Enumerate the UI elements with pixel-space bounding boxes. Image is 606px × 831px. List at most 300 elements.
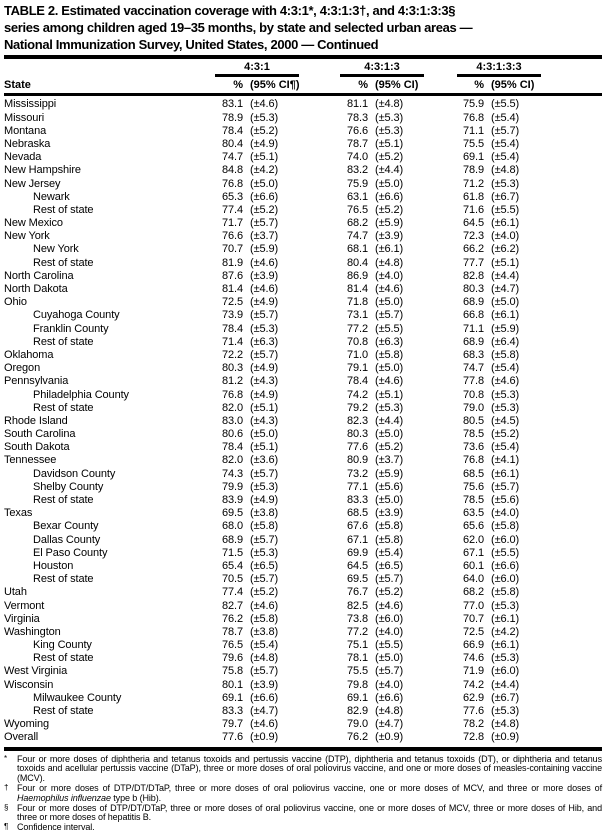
ci-4313: (±5.7) [375, 665, 404, 678]
group-header-43133 [454, 61, 602, 77]
footnote-text-part: Four or more doses of DTP/DT/DTaP, three or more doses of oral poliovirus vaccine, one or more doses of MCV, and three or more doses of [17, 782, 602, 793]
pct-43133: 76.8 [462, 454, 484, 467]
pct-431: 75.8 [221, 665, 243, 678]
state-name: Missouri [4, 111, 45, 124]
table-row [4, 507, 602, 520]
ci-431: (±3.9) [250, 269, 279, 282]
pct-4313: 77.6 [346, 441, 368, 454]
ci-431: (±5.7) [250, 309, 279, 322]
ci-4313: (±5.1) [375, 137, 404, 150]
ci-43133: (±5.5) [491, 203, 520, 216]
pct-43133: 74.7 [462, 362, 484, 375]
table-row [4, 138, 602, 151]
table-row [4, 560, 602, 573]
table-row [4, 164, 602, 177]
ci-43133: (±5.3) [491, 599, 520, 612]
state-name: Rhode Island [4, 414, 68, 427]
ci-431: (±6.6) [250, 691, 279, 704]
ci-4313: (±6.6) [375, 190, 404, 203]
ci-4313: (±4.4) [375, 164, 404, 177]
pct-431: 76.6 [221, 230, 243, 243]
ci-4313: (±5.6) [375, 480, 404, 493]
ci-43133: (±4.4) [491, 678, 520, 691]
table-row [4, 230, 602, 243]
pct-43133: 70.8 [462, 388, 484, 401]
footnote-text [17, 823, 602, 831]
ci-431: (±4.6) [250, 599, 279, 612]
table-row [4, 718, 602, 731]
group-header-4313 [338, 61, 454, 77]
pct-43133: 73.6 [462, 441, 484, 454]
pct-4313: 83.2 [346, 164, 368, 177]
pct-4313: 74.7 [346, 230, 368, 243]
table-row [4, 692, 602, 705]
table-row [4, 441, 602, 454]
ci-header-431: (95% CI¶) [250, 79, 300, 92]
ci-43133: (±5.7) [491, 480, 520, 493]
table-row [4, 178, 602, 191]
ci-4313: (±6.1) [375, 243, 404, 256]
pct-431: 82.0 [221, 454, 243, 467]
pct-header-431: % [233, 79, 243, 92]
pct-43133: 76.8 [462, 111, 484, 124]
pct-431: 82.0 [221, 401, 243, 414]
state-name: El Paso County [33, 546, 108, 559]
state-name: Utah [4, 586, 27, 599]
ci-43133: (±5.3) [491, 705, 520, 718]
ci-43133: (±6.0) [491, 533, 520, 546]
pct-43133: 82.8 [462, 269, 484, 282]
ci-43133: (±4.4) [491, 269, 520, 282]
pct-4313: 73.1 [346, 309, 368, 322]
table-row [4, 468, 602, 481]
table-row [4, 705, 602, 718]
pct-4313: 71.0 [346, 348, 368, 361]
pct-431: 72.5 [221, 296, 243, 309]
ci-4313: (±5.3) [375, 401, 404, 414]
pct-431: 80.1 [221, 678, 243, 691]
pct-43133: 71.6 [462, 203, 484, 216]
pct-4313: 79.8 [346, 678, 368, 691]
pct-4313: 74.0 [346, 151, 368, 164]
pct-43133: 72.3 [462, 230, 484, 243]
pct-431: 83.1 [221, 98, 243, 111]
group-header-4313-label: 4:3:1:3 [340, 61, 424, 77]
pct-4313: 82.5 [346, 599, 368, 612]
state-name: Rest of state [33, 203, 94, 216]
ci-43133: (±5.3) [491, 652, 520, 665]
ci-4313: (±5.0) [375, 296, 404, 309]
state-name: Washington [4, 625, 61, 638]
pct-43133: 78.9 [462, 164, 484, 177]
state-name: Overall [4, 731, 39, 744]
ci-4313: (±5.5) [375, 322, 404, 335]
ci-431: (±5.7) [250, 217, 279, 230]
ci-4313: (±5.8) [375, 348, 404, 361]
pct-4313: 70.8 [346, 335, 368, 348]
ci-431: (±4.9) [250, 362, 279, 375]
ci-4313: (±4.7) [375, 718, 404, 731]
state-name: South Dakota [4, 441, 70, 454]
ci-431: (±5.3) [250, 480, 279, 493]
table-row [4, 586, 602, 599]
pct-43133: 60.1 [462, 559, 484, 572]
ci-431: (±0.9) [250, 731, 279, 744]
state-name: Franklin County [33, 322, 109, 335]
ci-431: (±4.7) [250, 705, 279, 718]
pct-4313: 68.2 [346, 217, 368, 230]
table-title-line-2: series among children aged 19–35 months, by state and selected urban areas — [4, 19, 473, 35]
pct-431: 72.2 [221, 348, 243, 361]
table-body [4, 98, 602, 744]
table-row [4, 191, 602, 204]
ci-431: (±5.8) [250, 612, 279, 625]
ci-4313: (±5.5) [375, 639, 404, 652]
table-row [4, 454, 602, 467]
table-row [4, 534, 602, 547]
state-name: New York [4, 230, 50, 243]
footnotes [4, 755, 602, 831]
pct-4313: 79.1 [346, 362, 368, 375]
state-name: Montana [4, 124, 47, 137]
table-row [4, 217, 602, 230]
pct-431: 76.5 [221, 639, 243, 652]
ci-43133: (±4.6) [491, 375, 520, 388]
pct-4313: 67.1 [346, 533, 368, 546]
pct-4313: 80.4 [346, 256, 368, 269]
ci-43133: (±6.1) [491, 467, 520, 480]
table-bottom-rule [4, 747, 602, 751]
ci-43133: (±5.1) [491, 256, 520, 269]
table-row [4, 626, 602, 639]
state-name: Texas [4, 507, 33, 520]
state-column-header: State [4, 79, 31, 92]
table-row [4, 257, 602, 270]
group-header-spacer [4, 61, 213, 77]
ci-43133: (±5.4) [491, 137, 520, 150]
ci-431: (±5.7) [250, 573, 279, 586]
ci-4313: (±5.0) [375, 362, 404, 375]
state-name: New Hampshire [4, 164, 81, 177]
group-header-431 [213, 61, 338, 77]
table-row [4, 652, 602, 665]
footnote-marker: * [4, 753, 8, 763]
pct-43133: 70.7 [462, 612, 484, 625]
table-row [4, 547, 602, 560]
ci-43133: (±5.4) [491, 151, 520, 164]
ci-43133: (±6.7) [491, 691, 520, 704]
state-name: New Jersey [4, 177, 61, 190]
table-row [4, 679, 602, 692]
ci-431: (±5.7) [250, 665, 279, 678]
ci-4313: (±6.6) [375, 691, 404, 704]
pct-43133: 71.1 [462, 322, 484, 335]
pct-431: 77.4 [221, 586, 243, 599]
ci-431: (±5.2) [250, 586, 279, 599]
ci-43133: (±4.8) [491, 718, 520, 731]
pct-4313: 76.6 [346, 124, 368, 137]
pct-431: 84.8 [221, 164, 243, 177]
pct-43133: 78.5 [462, 494, 484, 507]
ci-431: (±4.9) [250, 494, 279, 507]
state-name: Rest of state [33, 652, 94, 665]
ci-43133: (±5.3) [491, 177, 520, 190]
table-row [4, 665, 602, 678]
pct-4313: 78.7 [346, 137, 368, 150]
ci-431: (±5.0) [250, 428, 279, 441]
ci-4313: (±3.9) [375, 230, 404, 243]
table-row [4, 283, 602, 296]
table-row [4, 481, 602, 494]
ci-4313: (±0.9) [375, 731, 404, 744]
table-row [4, 375, 602, 388]
ci-43133: (±4.0) [491, 230, 520, 243]
footnote-text-italic-part: Haemophilus influenzae [17, 792, 111, 803]
ci-431: (±5.0) [250, 177, 279, 190]
ci-43133: (±5.8) [491, 348, 520, 361]
pct-431: 78.7 [221, 625, 243, 638]
ci-431: (±3.8) [250, 507, 279, 520]
footnote [4, 784, 602, 804]
pct-43133: 67.1 [462, 546, 484, 559]
ci-43133: (±5.4) [491, 362, 520, 375]
state-name: Pennsylvania [4, 375, 69, 388]
state-name: Mississippi [4, 98, 57, 111]
column-group-header-row [4, 61, 602, 77]
ci-4313: (±5.0) [375, 494, 404, 507]
pct-431: 76.8 [221, 177, 243, 190]
table-row [4, 243, 602, 256]
ci-431: (±5.4) [250, 639, 279, 652]
pct-43133: 77.8 [462, 375, 484, 388]
state-name: Rest of state [33, 401, 94, 414]
group-header-43133-label: 4:3:1:3:3 [457, 61, 541, 77]
ci-4313: (±4.6) [375, 375, 404, 388]
ci-43133: (±4.0) [491, 507, 520, 520]
pct-4313: 83.3 [346, 494, 368, 507]
state-name: Wyoming [4, 718, 50, 731]
table-row [4, 336, 602, 349]
state-name: Bexar County [33, 520, 99, 533]
pct-431: 79.9 [221, 480, 243, 493]
ci-431: (±3.8) [250, 625, 279, 638]
pct-431: 79.6 [221, 652, 243, 665]
pct-4313: 80.3 [346, 428, 368, 441]
ci-4313: (±5.7) [375, 573, 404, 586]
pct-4313: 78.4 [346, 375, 368, 388]
state-name: Vermont [4, 599, 45, 612]
ci-header-4313: (95% CI) [375, 79, 419, 92]
pct-43133: 77.0 [462, 599, 484, 612]
state-name: Shelby County [33, 480, 104, 493]
ci-4313: (±4.4) [375, 414, 404, 427]
pct-43133: 66.2 [462, 243, 484, 256]
ci-431: (±5.2) [250, 203, 279, 216]
ci-431: (±6.5) [250, 559, 279, 572]
table-title-line-1: TABLE 2. Estimated vaccination coverage with 4:3:1*, 4:3:1:3†, and 4:3:1:3:3§ [4, 3, 456, 18]
state-name: Oregon [4, 362, 41, 375]
pct-431: 79.7 [221, 718, 243, 731]
ci-4313: (±5.1) [375, 388, 404, 401]
ci-431: (±4.6) [250, 256, 279, 269]
state-name: Houston [33, 559, 74, 572]
ci-4313: (±5.3) [375, 111, 404, 124]
pct-4313: 80.9 [346, 454, 368, 467]
ci-43133: (±6.1) [491, 612, 520, 625]
ci-4313: (±3.9) [375, 507, 404, 520]
pct-4313: 81.4 [346, 283, 368, 296]
ci-43133: (±5.0) [491, 296, 520, 309]
footnote-text [17, 804, 602, 824]
pct-43133: 77.6 [462, 705, 484, 718]
ci-4313: (±4.0) [375, 678, 404, 691]
ci-43133: (±0.9) [491, 731, 520, 744]
pct-4313: 69.5 [346, 573, 368, 586]
ci-431: (±5.7) [250, 467, 279, 480]
pct-4313: 77.2 [346, 322, 368, 335]
ci-4313: (±5.8) [375, 533, 404, 546]
ci-43133: (±5.5) [491, 98, 520, 111]
ci-4313: (±6.5) [375, 559, 404, 572]
pct-431: 77.6 [221, 731, 243, 744]
pct-4313: 76.5 [346, 203, 368, 216]
ci-43133: (±6.0) [491, 573, 520, 586]
footnote-text [17, 784, 602, 804]
pct-431: 74.7 [221, 151, 243, 164]
table-row [4, 402, 602, 415]
ci-43133: (±5.4) [491, 441, 520, 454]
ci-4313: (±4.8) [375, 705, 404, 718]
pct-4313: 63.1 [346, 190, 368, 203]
ci-431: (±5.1) [250, 441, 279, 454]
pct-431: 82.7 [221, 599, 243, 612]
table-row [4, 600, 602, 613]
pct-4313: 75.1 [346, 639, 368, 652]
pct-4313: 79.0 [346, 718, 368, 731]
footnote [4, 755, 602, 784]
table-row [4, 494, 602, 507]
ci-431: (±6.3) [250, 335, 279, 348]
pct-4313: 77.1 [346, 480, 368, 493]
pct-43133: 78.2 [462, 718, 484, 731]
ci-431: (±3.9) [250, 678, 279, 691]
table-row [4, 613, 602, 626]
ci-4313: (±6.0) [375, 612, 404, 625]
pct-43133: 72.5 [462, 625, 484, 638]
table-row [4, 731, 602, 744]
ci-header-43133: (95% CI) [491, 79, 535, 92]
table-row [4, 112, 602, 125]
table-row [4, 389, 602, 402]
pct-4313: 81.1 [346, 98, 368, 111]
pct-4313: 69.1 [346, 691, 368, 704]
pct-431: 69.5 [221, 507, 243, 520]
pct-431: 81.4 [221, 283, 243, 296]
table-title-line-3: National Immunization Survey, United States, 2000 — Continued [4, 36, 379, 52]
pct-43133: 71.9 [462, 665, 484, 678]
pct-4313: 67.6 [346, 520, 368, 533]
ci-4313: (±4.6) [375, 599, 404, 612]
ci-4313: (±4.8) [375, 256, 404, 269]
ci-43133: (±4.2) [491, 625, 520, 638]
ci-43133: (±4.8) [491, 164, 520, 177]
state-name: Newark [33, 190, 70, 203]
ci-43133: (±4.5) [491, 414, 520, 427]
pct-43133: 64.0 [462, 573, 484, 586]
ci-431: (±5.3) [250, 546, 279, 559]
pct-4313: 71.8 [346, 296, 368, 309]
pct-431: 81.9 [221, 256, 243, 269]
pct-431: 74.3 [221, 467, 243, 480]
pct-431: 70.5 [221, 573, 243, 586]
pct-43133: 63.5 [462, 507, 484, 520]
pct-431: 80.3 [221, 362, 243, 375]
state-name: Nebraska [4, 137, 51, 150]
pct-43133: 75.9 [462, 98, 484, 111]
ci-4313: (±5.2) [375, 586, 404, 599]
pct-431: 78.4 [221, 124, 243, 137]
pct-43133: 74.2 [462, 678, 484, 691]
ci-43133: (±6.4) [491, 335, 520, 348]
ci-43133: (±6.7) [491, 190, 520, 203]
pct-4313: 77.2 [346, 625, 368, 638]
state-name: New Mexico [4, 217, 63, 230]
state-name: South Carolina [4, 428, 76, 441]
ci-4313: (±4.6) [375, 283, 404, 296]
footnote-text-part: Four or more doses of DTP/DT/DTaP, three or more doses of oral poliovirus vaccine, one or more doses of MCV, three or more doses of Hib, and three or more doses of hepatitis B. [17, 802, 602, 823]
ci-43133: (±6.1) [491, 217, 520, 230]
table-row [4, 362, 602, 375]
pct-431: 80.4 [221, 137, 243, 150]
pct-431: 65.3 [221, 190, 243, 203]
pct-43133: 80.5 [462, 414, 484, 427]
footnote-marker: † [4, 782, 9, 792]
pct-43133: 68.3 [462, 348, 484, 361]
ci-43133: (±5.2) [491, 428, 520, 441]
ci-431: (±5.3) [250, 322, 279, 335]
ci-431: (±5.7) [250, 348, 279, 361]
state-name: Oklahoma [4, 348, 54, 361]
ci-431: (±3.6) [250, 454, 279, 467]
pct-43133: 69.1 [462, 151, 484, 164]
pct-4313: 68.5 [346, 507, 368, 520]
pct-431: 68.0 [221, 520, 243, 533]
footnote [4, 823, 602, 831]
ci-431: (±5.9) [250, 243, 279, 256]
table-row [4, 125, 602, 138]
ci-431: (±4.9) [250, 296, 279, 309]
ci-4313: (±3.7) [375, 454, 404, 467]
pct-43133: 78.5 [462, 428, 484, 441]
pct-4313: 82.3 [346, 414, 368, 427]
pct-4313: 78.3 [346, 111, 368, 124]
pct-431: 81.2 [221, 375, 243, 388]
pct-431: 76.2 [221, 612, 243, 625]
pct-43133: 68.2 [462, 586, 484, 599]
table-row [4, 573, 602, 586]
table-row [4, 296, 602, 309]
table-row [4, 151, 602, 164]
ci-43133: (±5.4) [491, 111, 520, 124]
pct-43133: 72.8 [462, 731, 484, 744]
pct-43133: 75.5 [462, 137, 484, 150]
ci-4313: (±4.8) [375, 98, 404, 111]
pct-header-4313: % [358, 79, 368, 92]
ci-4313: (±5.0) [375, 177, 404, 190]
table-row [4, 98, 602, 111]
ci-43133: (±4.7) [491, 283, 520, 296]
ci-4313: (±5.9) [375, 467, 404, 480]
